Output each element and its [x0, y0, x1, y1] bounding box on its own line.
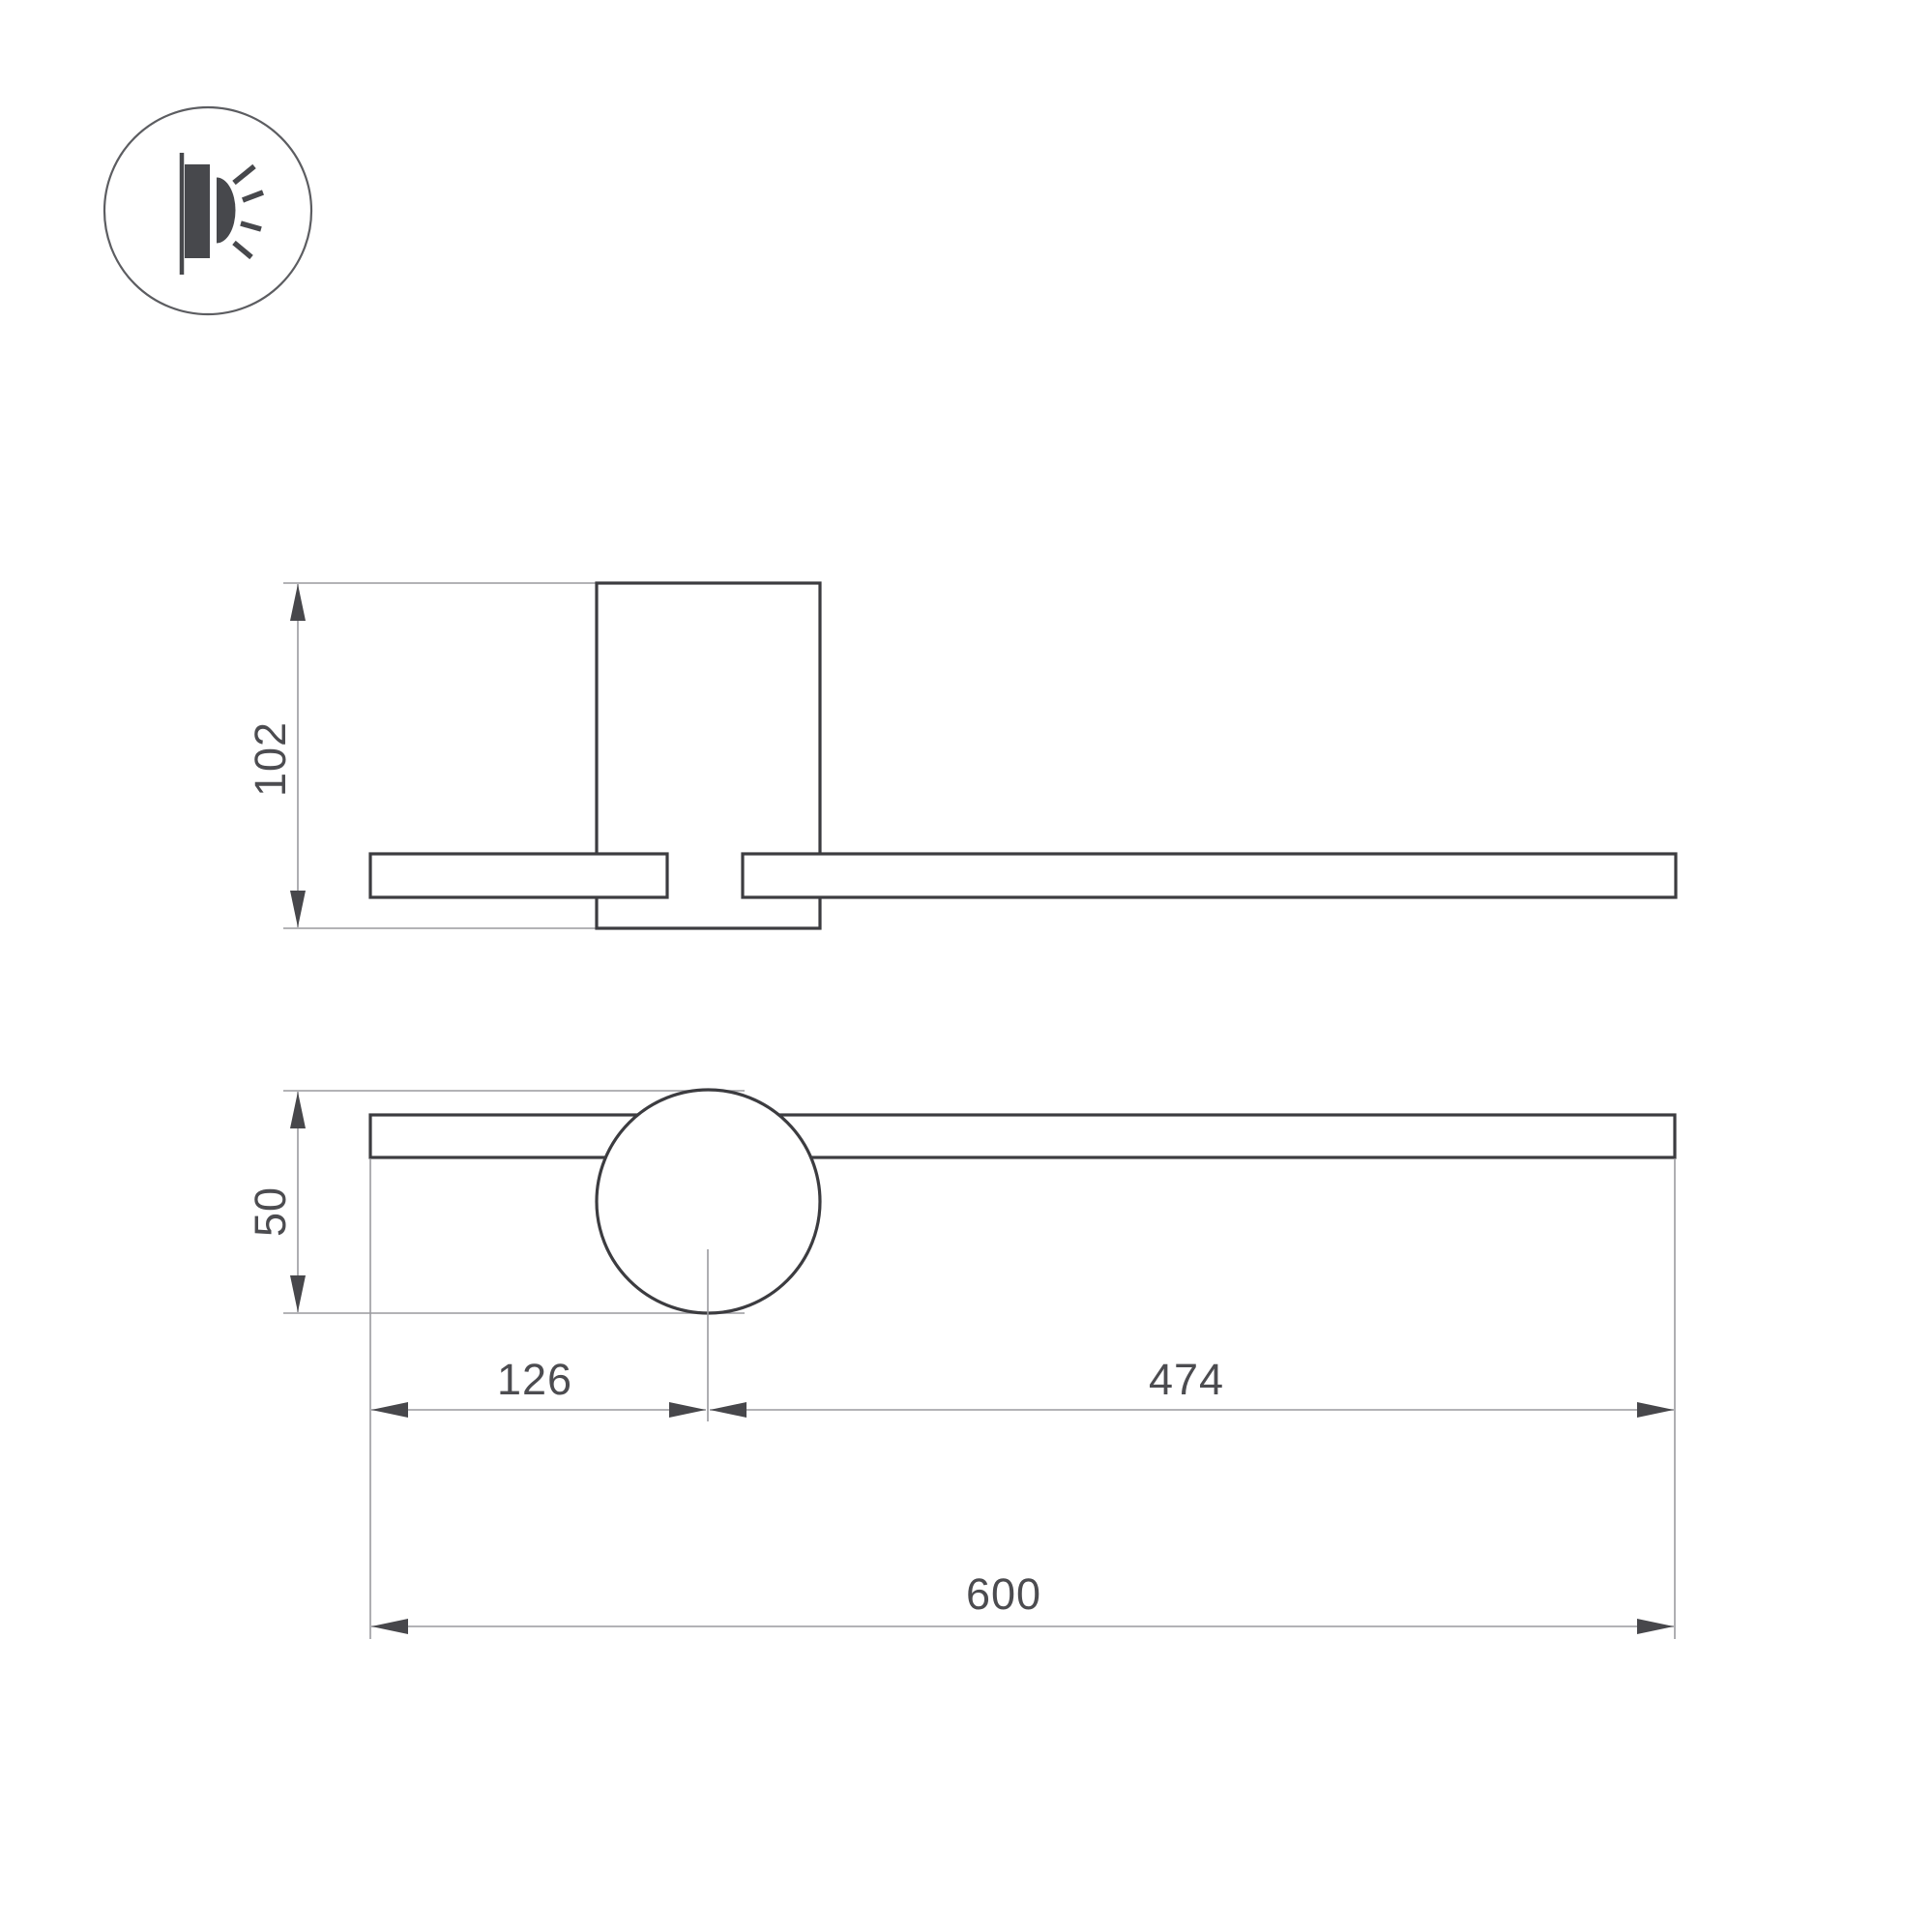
fixture-body — [185, 164, 210, 258]
arrowhead-left — [371, 1619, 408, 1634]
arrowhead-right — [1637, 1402, 1674, 1418]
arrowhead-right — [1637, 1619, 1674, 1634]
depth-dimension-label: 102 — [246, 720, 295, 798]
right-arm-bar — [743, 854, 1676, 897]
arrowhead-up — [290, 1092, 306, 1128]
front-view — [246, 1090, 1675, 1639]
height-dimension-label: 50 — [246, 1186, 295, 1238]
arrowhead-left — [710, 1402, 746, 1418]
offset-right-dimension-label: 474 — [1148, 1355, 1225, 1404]
arrowhead-down — [290, 1275, 306, 1312]
arrowhead-left — [371, 1402, 408, 1418]
arrowhead-down — [290, 891, 306, 927]
wall-light-icon — [104, 107, 311, 314]
side-view — [246, 583, 1676, 928]
light-bar — [370, 1115, 1675, 1157]
offset-left-dimension-label: 126 — [496, 1355, 573, 1404]
arrowhead-right — [669, 1402, 706, 1418]
overall-length-dimension-label: 600 — [965, 1569, 1042, 1619]
arrowhead-up — [290, 584, 306, 621]
left-arm-bar — [370, 854, 667, 897]
